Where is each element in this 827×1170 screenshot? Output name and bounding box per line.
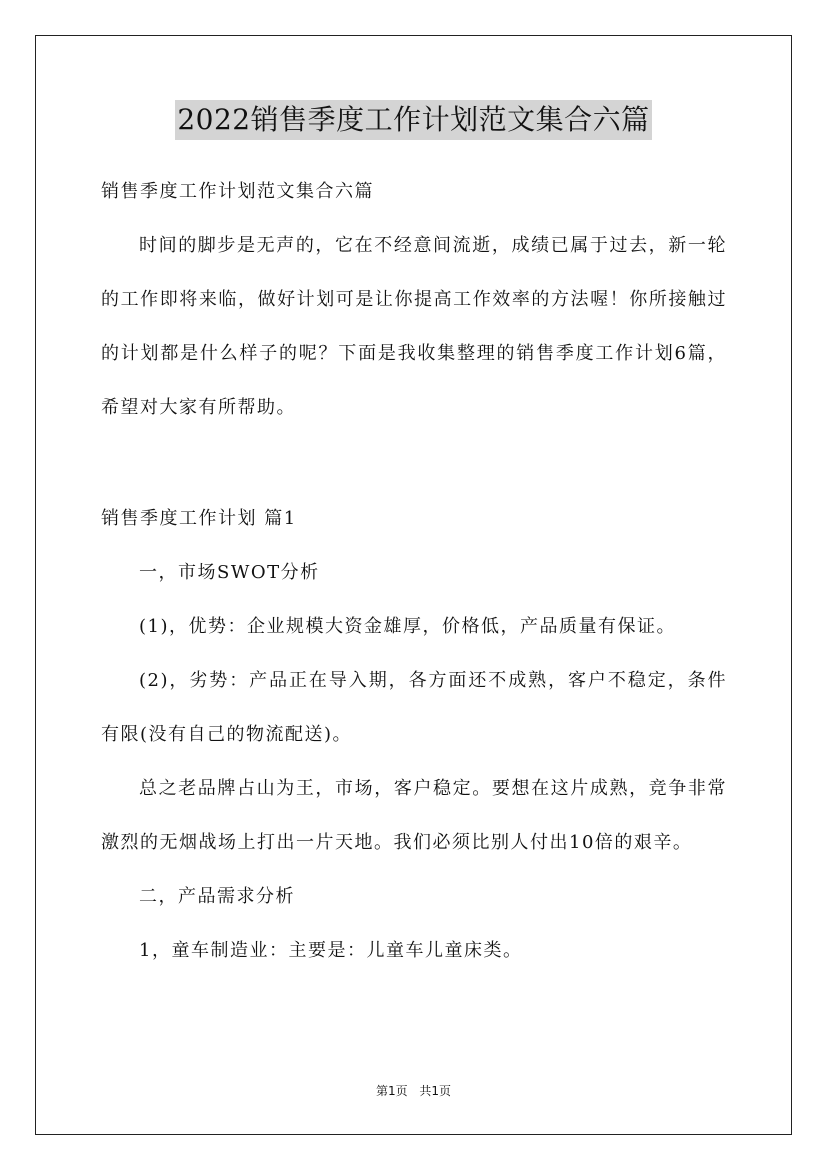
- paragraph-stroller-industry: 1，童车制造业：主要是：儿童车儿童床类。: [139, 940, 523, 961]
- section-body: [101, 492, 727, 978]
- page-number: 第1页: [375, 1084, 408, 1098]
- paragraph-weaknesses: (2)，劣势：产品正在导入期，各方面还不成熟，客户不稳定，条件有限(没有自己的物流配送)。: [101, 670, 727, 745]
- document-title: 2022销售季度工作计划范文集合六篇: [175, 100, 651, 140]
- title-container: [0, 100, 827, 140]
- document-subtitle: 销售季度工作计划范文集合六篇: [101, 181, 374, 202]
- paragraph-strengths: (1)，优势：企业规模大资金雄厚，价格低，产品质量有保证。: [139, 616, 676, 637]
- page-total: 共1页: [419, 1084, 452, 1098]
- paragraph-swot-heading: 一，市场SWOT分析: [139, 562, 320, 583]
- paragraph-demand-heading: 二，产品需求分析: [139, 886, 295, 907]
- paragraph-summary: 总之老品牌占山为王，市场，客户稳定。要想在这片成熟，竞争非常激烈的无烟战场上打出一片天地。我们必须比别人付出10倍的艰辛。: [101, 778, 727, 853]
- page-footer: [0, 1082, 827, 1099]
- section-heading: 销售季度工作计划 篇1: [101, 508, 297, 529]
- document-body: [101, 165, 727, 435]
- intro-paragraph: 时间的脚步是无声的，它在不经意间流逝，成绩已属于过去，新一轮的工作即将来临，做好计划可是让你提高工作效率的方法喔！你所接触过的计划都是什么样子的呢？下面是我收集整理的销售季度工作计划6篇，希望对大家有所帮助。: [101, 235, 727, 418]
